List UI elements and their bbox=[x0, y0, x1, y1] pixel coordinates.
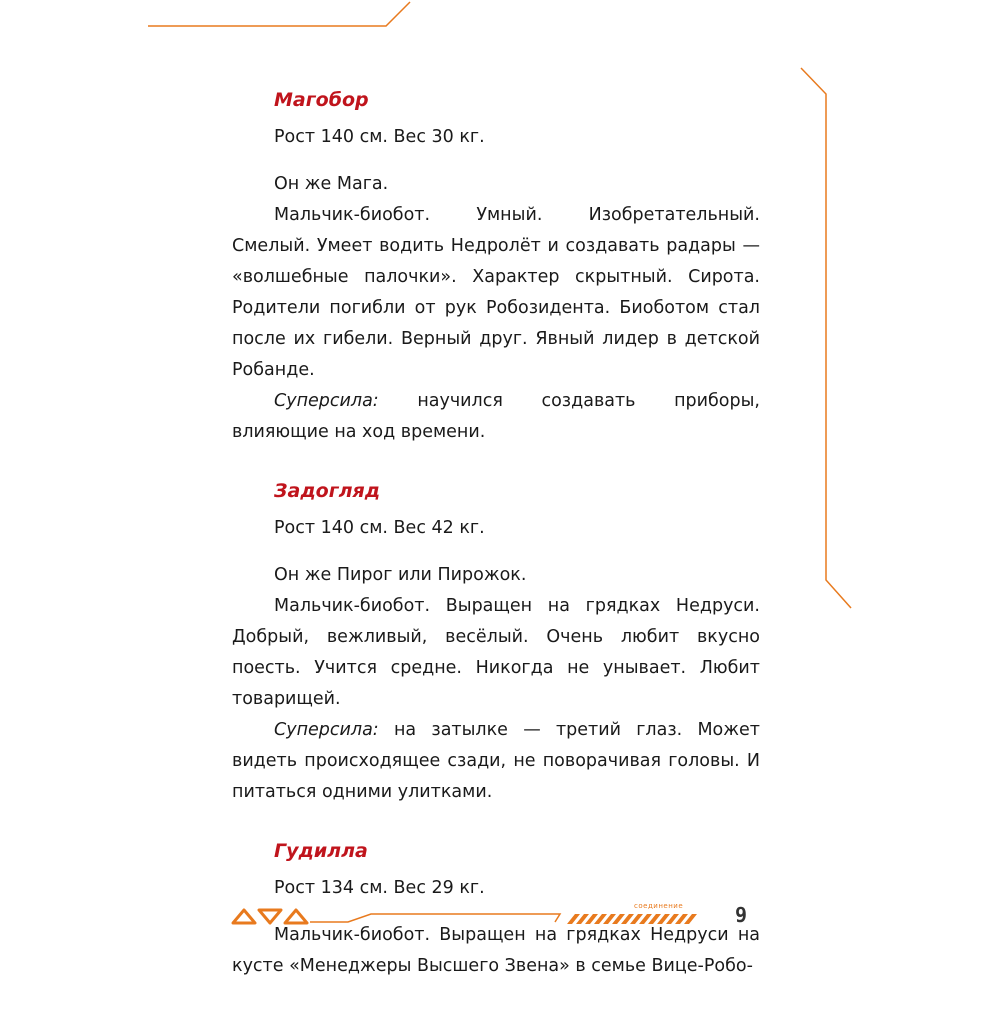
top-frame-line bbox=[148, 2, 410, 26]
character-name: Гудилла bbox=[274, 840, 368, 862]
character-stats: Рост 140 см. Вес 30 кг. bbox=[274, 127, 485, 147]
superpower-text: научился создавать приборы, влияющие на ход времени. bbox=[232, 391, 760, 442]
character-superpower bbox=[232, 715, 760, 808]
superpower-label: Суперсила: bbox=[274, 720, 379, 740]
character-description: Мальчик-биобот. Выращен на грядках Недруси на кусте «Менеджеры Высшего Звена» в семье Вице-Робо- bbox=[232, 925, 760, 976]
character-alias: Он же Пирог или Пирожок. bbox=[274, 565, 527, 585]
character-section-magobor bbox=[232, 86, 760, 448]
character-section-gudilla bbox=[232, 837, 760, 982]
page-content bbox=[232, 86, 760, 1011]
character-description: Мальчик-биобот. Умный. Изобретательный. Смелый. Умеет водить Недролёт и создавать радары — «волшебные палочки». Характер скрытный. Сирота. Родители погибли от рук Робозидента. Биоботом стал после их гибели. Верный друг. Явный лидер в детской Робанде. bbox=[232, 205, 760, 380]
character-stats: Рост 134 см. Вес 29 кг. bbox=[274, 878, 485, 898]
superpower-label: Суперсила: bbox=[274, 391, 379, 411]
character-alias: Он же Мага. bbox=[274, 174, 389, 194]
character-superpower bbox=[232, 386, 760, 448]
character-name: Магобор bbox=[274, 89, 369, 111]
superpower-text: на затылке — третий глаз. Может видеть происходящее сзади, не поворачивая головы. И питаться одними улитками. bbox=[232, 720, 760, 802]
character-stats: Рост 140 см. Вес 42 кг. bbox=[274, 518, 485, 538]
character-name: Задогляд bbox=[274, 480, 381, 502]
character-section-zadoglyad bbox=[232, 477, 760, 808]
footer-label: соединение bbox=[634, 902, 684, 910]
right-frame-line bbox=[801, 68, 851, 608]
page-number: 9 bbox=[735, 903, 748, 927]
character-description: Мальчик-биобот. Выращен на грядках Недруси. Добрый, вежливый, весёлый. Очень любит вкусно поесть. Учится средне. Никогда не унывает. Любит товарищей. bbox=[232, 596, 760, 709]
